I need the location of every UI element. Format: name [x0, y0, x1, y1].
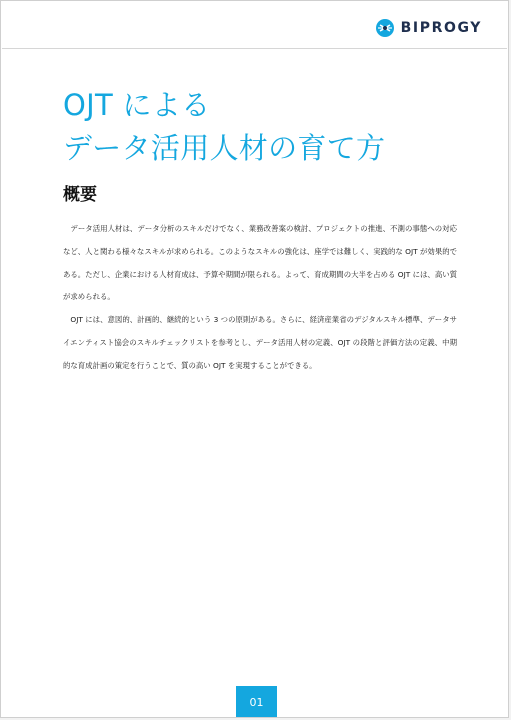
summary-paragraph-1: データ活用人材は、データ分析のスキルだけでなく、業務改善案の検討、プロジェクトの推進、不測の事態への対応など、人と関わる様々なスキルが求められる。このようなスキルの強化は、座学では難しく、実践的な OJT が効果的である。ただし、企業における人材育成は、予算や期間が限られる。よって、育成期間の大半を占める OJT には、高い質が求められる。	[63, 224, 457, 302]
section-heading: 概要	[63, 185, 97, 205]
title-line-2: データ活用人材の育て方	[63, 131, 386, 165]
summary-paragraph-2: OJT には、意図的、計画的、継続的という 3 つの原則がある。さらに、経済産業省のデジタルスキル標準、データサイエンティスト協会のスキルチェックリストを参考とし、データ活用人材の定義、OJT の段階と評価方法の定義、中期的な育成計画の策定を行うことで、質の高い OJT を実現することができる。	[63, 315, 457, 370]
page-title	[63, 84, 385, 170]
brand-name: BIPROGY	[400, 20, 482, 36]
summary-body	[63, 218, 457, 378]
biprogy-logo-icon	[375, 18, 395, 38]
brand-logo	[375, 18, 482, 38]
header-divider	[2, 48, 507, 49]
page-number: 01	[236, 686, 277, 718]
title-line-1: OJT による	[63, 88, 211, 122]
